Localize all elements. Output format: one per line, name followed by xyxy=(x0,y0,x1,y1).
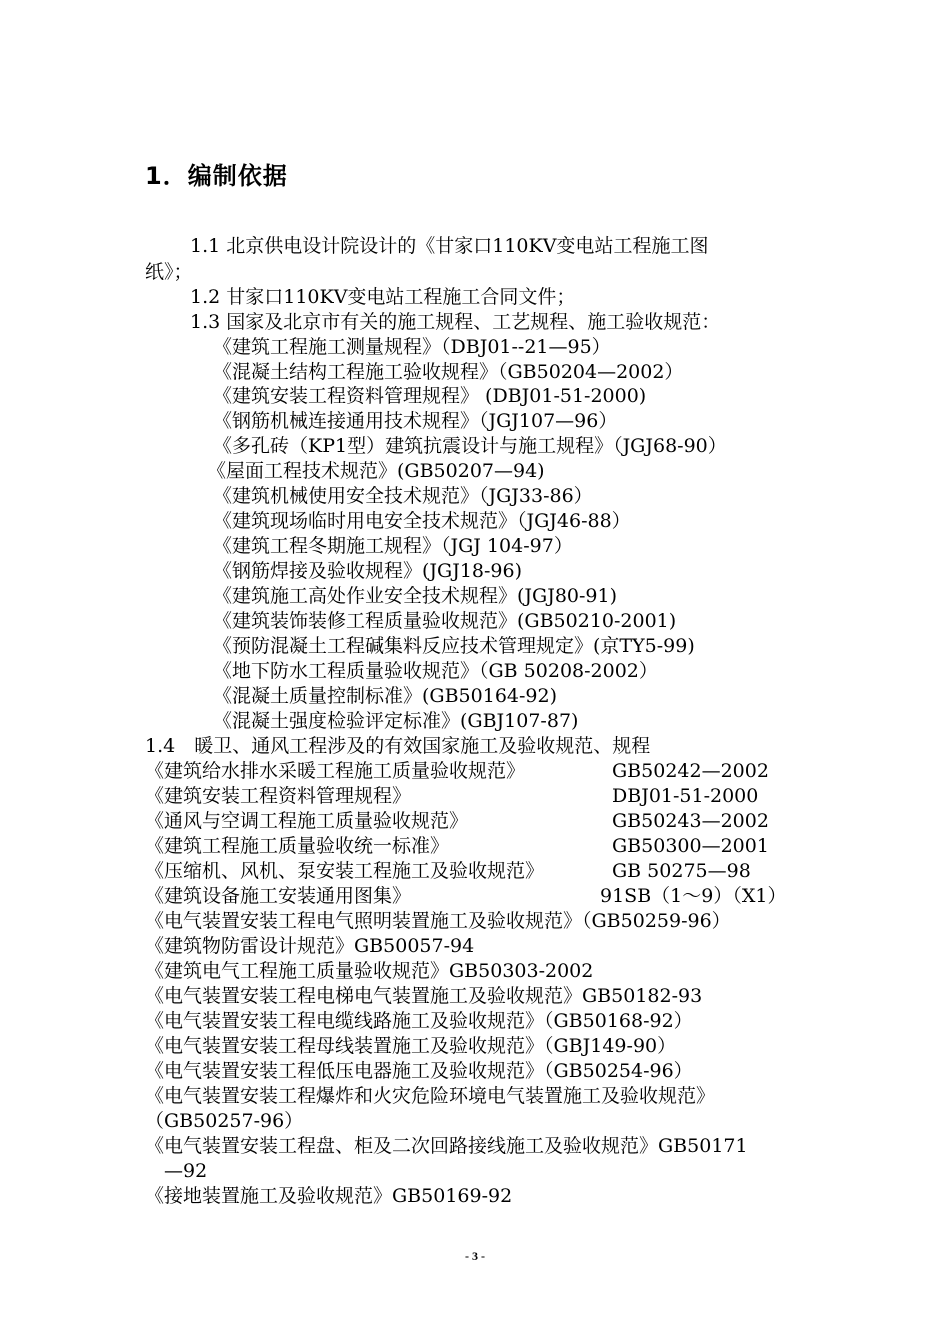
regulation-item: 《预防混凝土工程碱集料反应技术管理规定》(京TY5-99) xyxy=(213,635,695,657)
regulation-item: 《屋面工程技术规范》(GB50207—94) xyxy=(207,460,545,482)
regulation-item: 《建筑工程冬期施工规程》（JGJ 104-97） xyxy=(213,535,573,557)
regulation-item-continuation: —92 xyxy=(164,1160,208,1182)
section-heading: 1．编制依据 xyxy=(145,162,288,190)
regulation-item: 《接地装置施工及验收规范》GB50169-92 xyxy=(145,1185,513,1207)
regulation-item-continuation: （GB50257-96） xyxy=(145,1110,304,1132)
regulation-code: 91SB（1～9）（X1） xyxy=(600,885,787,907)
regulation-item: 《电气装置安装工程爆炸和火灾危险环境电气装置施工及验收规范》 xyxy=(145,1085,716,1107)
regulation-item: 《钢筋焊接及验收规程》(JGJ18-96) xyxy=(213,560,523,582)
section-1-1-line-2: 纸》； xyxy=(145,261,193,283)
regulation-item: 《建筑安装工程资料管理规程》 (DBJ01-51-2000) xyxy=(213,385,647,407)
regulation-item: 《混凝土结构工程施工验收规程》（GB50204—2002） xyxy=(213,361,684,383)
regulation-item: 《钢筋机械连接通用技术规程》（JGJ107—96） xyxy=(213,410,618,432)
section-1-2: 1.2 甘家口110KV变电站工程施工合同文件； xyxy=(190,286,576,308)
section-1-3: 1.3 国家及北京市有关的施工规程、工艺规程、施工验收规范： xyxy=(190,311,721,333)
regulation-item: 《电气装置安装工程母线装置施工及验收规范》（GBJ149-90） xyxy=(145,1035,677,1057)
regulation-item: 《建筑现场临时用电安全技术规范》（JGJ46-88） xyxy=(213,510,631,532)
regulation-item: 《多孔砖（KP1型）建筑抗震设计与施工规程》（JGJ68-90） xyxy=(213,435,727,457)
regulation-item: 《地下防水工程质量验收规范》（GB 50208-2002） xyxy=(213,660,658,682)
regulation-item: 《建筑物防雷设计规范》GB50057-94 xyxy=(145,935,475,957)
regulation-item: 《建筑施工高处作业安全技术规程》(JGJ80-91) xyxy=(213,585,618,607)
regulation-name: 《通风与空调工程施工质量验收规范》 xyxy=(145,810,469,832)
regulation-item: 《建筑机械使用安全技术规范》（JGJ33-86） xyxy=(213,485,593,507)
regulation-code: GB50300—2001 xyxy=(612,835,769,857)
regulation-item: 《电气装置安装工程盘、柜及二次回路接线施工及验收规范》GB50171 xyxy=(145,1135,748,1157)
regulation-code: GB 50275—98 xyxy=(612,860,751,882)
regulation-item: 《建筑工程施工测量规程》（DBJ01--21—95） xyxy=(213,336,611,358)
regulation-name: 《建筑安装工程资料管理规程》 xyxy=(145,785,412,807)
regulation-item: 《电气装置安装工程电缆线路施工及验收规范》（GB50168-92） xyxy=(145,1010,693,1032)
regulation-name: 《建筑给水排水采暖工程施工质量验收规范》 xyxy=(145,760,526,782)
regulation-name: 《建筑工程施工质量验收统一标准》 xyxy=(145,835,450,857)
page-number: - 3 - xyxy=(465,1249,485,1263)
regulation-item: 《建筑电气工程施工质量验收规范》GB50303-2002 xyxy=(145,960,594,982)
section-1-4: 1.4 暖卫、通风工程涉及的有效国家施工及验收规范、规程 xyxy=(145,735,651,757)
regulation-code: GB50242—2002 xyxy=(612,760,769,782)
regulation-item: 《电气装置安装工程电梯电气装置施工及验收规范》GB50182-93 xyxy=(145,985,703,1007)
regulation-name: 《建筑设备施工安装通用图集》 xyxy=(145,885,412,907)
regulation-item: 《混凝土质量控制标准》(GB50164-92) xyxy=(213,685,558,707)
section-1-1-line-1: 1.1 北京供电设计院设计的《甘家口110KV变电站工程施工图 xyxy=(190,235,709,257)
regulation-item: 《混凝土强度检验评定标准》(GBJ107-87) xyxy=(213,710,579,732)
regulation-name: 《压缩机、风机、泵安装工程施工及验收规范》 xyxy=(145,860,545,882)
regulation-item: 《电气装置安装工程电气照明装置施工及验收规范》（GB50259-96） xyxy=(145,910,731,932)
regulation-item: 《建筑装饰装修工程质量验收规范》(GB50210-2001) xyxy=(213,610,677,632)
regulation-code: DBJ01-51-2000 xyxy=(612,785,759,807)
regulation-code: GB50243—2002 xyxy=(612,810,769,832)
regulation-item: 《电气装置安装工程低压电器施工及验收规范》（GB50254-96） xyxy=(145,1060,693,1082)
